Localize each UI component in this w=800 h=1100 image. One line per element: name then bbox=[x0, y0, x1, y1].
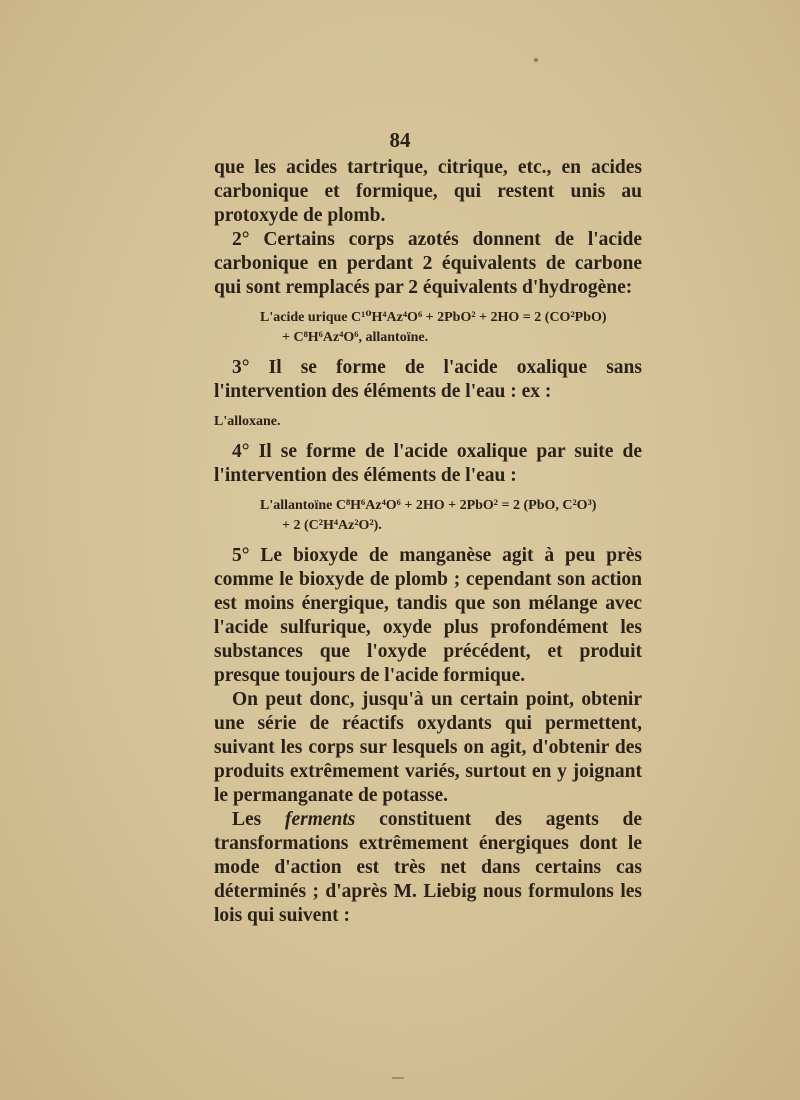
paragraph-5: 5° Le bioxyde de manganèse agit à peu près comme le bioxyde de plomb ; cependant son action est moins énergique, tandis que son mélange avec l'acide sulfurique, oxyde plus profondément les substances que l'oxyde précédent, et produit presque toujours de l'acide formique. bbox=[214, 545, 642, 686]
body-text bbox=[214, 156, 642, 928]
paragraph-1: que les acides tartrique, citrique, etc., en acides carbonique et formique, qui restent unis au protoxyde de plomb. bbox=[214, 157, 642, 226]
formula-allantoin-line-1: L'allantoïne C⁸H⁶Az⁴O⁶ + 2HO + 2PbO² = 2 (PbO, C²O³) bbox=[260, 498, 597, 513]
paper-speck bbox=[392, 1077, 404, 1079]
paragraph-7-start: Les bbox=[232, 809, 285, 830]
paragraph-7-end: constituent des agents de transformations extrêmement énergiques dont le mode d'action est très net dans certains cas déterminés ; d'après M. Liebig nous formulons les lois qui suivent : bbox=[214, 809, 642, 926]
formula-uric-acid bbox=[214, 308, 642, 348]
page-number: 84 bbox=[389, 128, 411, 152]
formula-allantoin-line-2: + 2 (C²H⁴Az²O²). bbox=[282, 518, 382, 533]
paragraph-7 bbox=[214, 808, 642, 928]
paragraph-2: 2° Certains corps azotés donnent de l'acide carbonique en perdant 2 équivalents de carbone qui sont remplacés par 2 équivalents d'hydrogène: bbox=[214, 229, 642, 298]
paragraph-4: 4° Il se forme de l'acide oxalique par suite de l'intervention des éléments de l'eau : bbox=[214, 441, 642, 486]
paragraph-6: On peut donc, jusqu'à un certain point, obtenir une série de réactifs oxydants qui permettent, suivant les corps sur lesquels on agit, d'obtenir des produits extrêmement variés, surtout en y joignant le permanganate de potasse. bbox=[214, 689, 642, 806]
paragraph-3: 3° Il se forme de l'acide oxalique sans l'intervention des éléments de l'eau : ex : bbox=[214, 357, 642, 402]
paper-speck bbox=[534, 58, 538, 62]
formula-allantoin bbox=[214, 496, 642, 536]
formula-alloxane: L'alloxane. bbox=[214, 414, 281, 429]
paragraph-7-ferments: ferments bbox=[284, 809, 356, 830]
formula-uric-acid-line-2: + C⁸H⁶Az⁴O⁶, allantoïne. bbox=[282, 330, 429, 345]
formula-uric-acid-line-1: L'acide urique C¹⁰H⁴Az⁴O⁶ + 2PbO² + 2HO = 2 (CO²PbO) bbox=[260, 310, 607, 325]
